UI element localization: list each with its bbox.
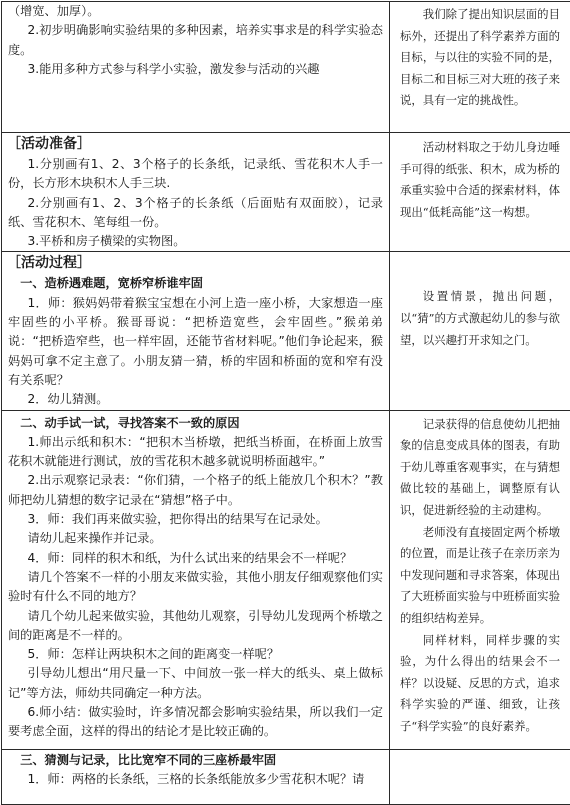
note-cell <box>390 749 570 804</box>
main-cell <box>2 749 390 804</box>
table-row <box>2 2 570 133</box>
note-cell <box>390 252 570 410</box>
main-paragraph: 2．幼儿猜测。 <box>8 390 383 409</box>
note-paragraph: 记录获得的信息使幼儿把抽象的信息变成具体的图表，有助于幼儿尊重客观事实，在与猜想做比较的基础上，调整原有认识，促进新经验的主动建构。 <box>400 414 560 522</box>
main-paragraph: 请几个答案不一样的小朋友来做实验，其他小朋友仔细观察他们实验时有什么不同的地方？ <box>8 568 383 607</box>
main-cell <box>2 410 390 749</box>
note-paragraph: 活动材料取之于幼儿身边唾手可得的纸张、积木，成为桥的承重实验中合适的探索材料，体现出“低耗高能”这一构想。 <box>400 137 560 223</box>
main-cell <box>2 252 390 410</box>
note-paragraph: 设置情景，抛出问题，以“猜”的方式激起幼儿的参与欲望，以兴趣打开求知之门。 <box>400 286 560 351</box>
main-paragraph: 2.分别画有1、2、3个格子的长条纸（后面贴有双面胶），记录纸、雪花积木、笔每组一份。 <box>8 194 383 233</box>
main-cell <box>2 2 390 133</box>
section-heading: ［活动准备］ <box>7 133 383 155</box>
main-cell <box>2 133 390 252</box>
subsection-heading: 二、动手试一试，寻找答案不一致的原因 <box>8 414 383 433</box>
table-row <box>2 252 570 410</box>
main-paragraph: （增宽、加厚）。 <box>8 2 383 21</box>
main-paragraph: 3.平桥和房子横梁的实物图。 <box>8 232 383 251</box>
main-paragraph: 1.师出示纸和积木：“把积木当桥墩，把纸当桥面，在桥面上放雪花积木就能进行测试，放的雪花积木越多就说明桥面越牢。” <box>8 433 383 472</box>
note-paragraph: 同样材料，同样步骤的实验，为什么得出的结果会不一样？以设疑、反思的方式，追求科学实验的严谨、细致，让孩子“科学实验”的良好素养。 <box>400 630 560 738</box>
main-paragraph: 4．师：同样的积木和纸，为什么试出来的结果会不一样呢？ <box>8 549 383 568</box>
subsection-heading: 一、造桥遇难题，宽桥窄桥谁牢固 <box>8 274 383 293</box>
main-paragraph: 5．师：怎样让两块积木之间的距离变一样呢？ <box>8 645 383 664</box>
main-paragraph: 请幼儿起来操作并记录。 <box>8 529 383 548</box>
main-paragraph: 1.分别画有1、2、3个格子的长条纸，记录纸、雪花积木人手一份，长方形木块积木人手三块. <box>8 155 383 194</box>
main-paragraph: 引导幼儿想出“用尺量一下、中间放一张一样大的纸头、桌上做标记”等方法，师幼共同确定一种方法。 <box>8 664 383 703</box>
main-paragraph: 3.能用多种方式参与科学小实验，激发参与活动的兴趣 <box>8 60 383 79</box>
main-paragraph: 3．师：我们再来做实验，把你得出的结果写在记录处。 <box>8 510 383 529</box>
main-paragraph: 2.出示观察记录表：“你们猜，一个格子的纸上能放几个积木？”教师把幼儿猜想的数字记录在“猜想”格子中。 <box>8 471 383 510</box>
note-cell <box>390 2 570 133</box>
main-paragraph: 1．师：猴妈妈带着猴宝宝想在小河上造一座小桥，大家想造一座牢固些的小平桥。猴哥哥说：“把桥造宽些，会牢固些。”猴弟弟说：“把桥造窄些，也一样牢固，还能节省材料呢。”他们争论起来，猴妈妈可拿不定主意了。小朋友猜一猜，桥的牢固和桥面的宽和窄有没有关系呢？ <box>8 294 383 390</box>
lesson-plan-table <box>1 1 570 805</box>
main-paragraph: 2.初步明确影响实验结果的多种因素，培养实事求是的科学实验态度。 <box>8 21 383 60</box>
note-paragraph: 老师没有直接固定两个桥墩的位置，而是让孩子在亲历亲为中发现问题和寻求答案，体现出了大班桥面实验与中班桥面实验的组织结构差异。 <box>400 522 560 630</box>
main-paragraph: 6.师小结：做实验时，许多情况都会影响实验结果，所以我们一定要考虑全面，这样的得出的结论才是比较正确的。 <box>8 703 383 742</box>
section-heading: ［活动过程］ <box>7 252 383 274</box>
table-row <box>2 410 570 749</box>
main-paragraph: 请几个幼儿起来做实验，其他幼儿观察，引导幼儿发现两个桥墩之间的距离是不一样的。 <box>8 607 383 646</box>
note-paragraph: 我们除了提出知识层面的目标外，还提出了科学素养方面的目标，与以往的实验不同的是，目标二和目标三对大班的孩子来说，具有一定的挑战性。 <box>400 4 560 112</box>
subsection-heading: 三、猜测与记录，比比宽窄不同的三座桥最牢固 <box>8 751 383 770</box>
main-paragraph: 1．师：两格的长条纸，三格的长条纸能放多少雪花积木呢？请 <box>8 770 383 789</box>
table-row <box>2 133 570 252</box>
note-cell <box>390 133 570 252</box>
table-row <box>2 749 570 804</box>
note-cell <box>390 410 570 749</box>
